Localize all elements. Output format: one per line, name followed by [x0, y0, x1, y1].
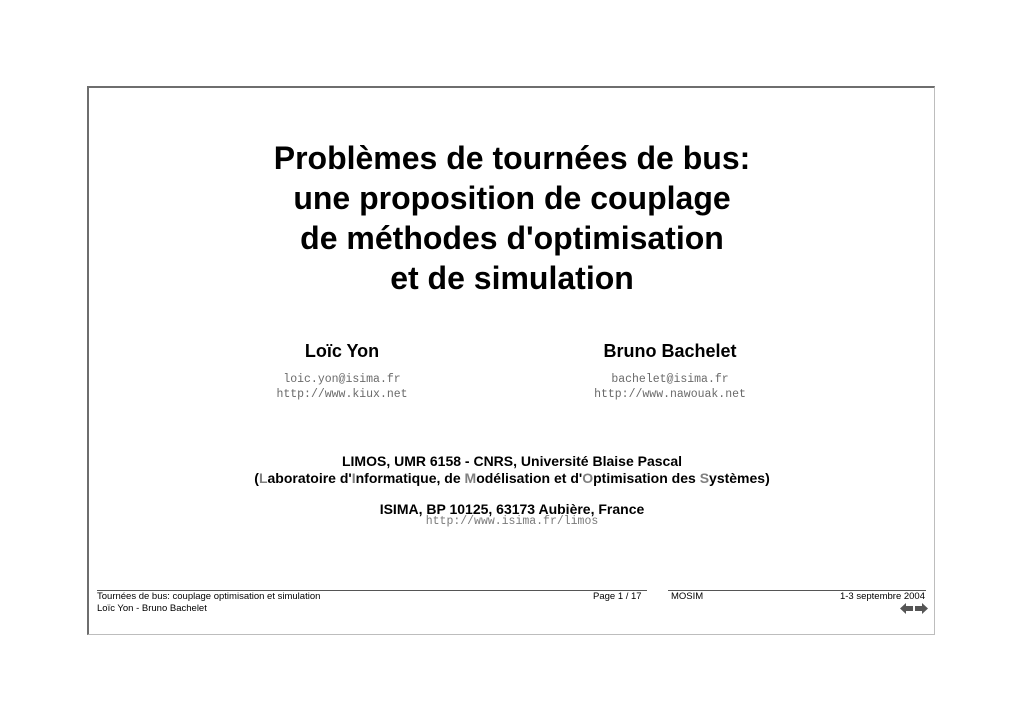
- footer-date: 1-3 septembre 2004: [839, 591, 925, 602]
- footer-page-number: Page 1 / 17: [593, 591, 642, 602]
- arrow-left-icon[interactable]: [900, 601, 913, 619]
- lab-acronym-letter: M: [464, 470, 477, 486]
- title-line-2: une proposition de couplage: [293, 180, 731, 216]
- lab-acronym-letter: I: [351, 470, 356, 486]
- lab-name-text: aboratoire d': [267, 470, 352, 486]
- institution-address: ISIMA, BP 10125, 63173 Aubière, France: [379, 501, 645, 517]
- lab-acronym-letter: O: [582, 470, 594, 486]
- footer-title: Tournées de bus: couplage optimisation et simulation: [97, 591, 321, 602]
- author-email[interactable]: loic.yon@isima.fr: [283, 373, 401, 386]
- lab-name-text: ptimisation des: [593, 470, 700, 486]
- slide-title: [0, 138, 1024, 298]
- arrow-right-icon[interactable]: [915, 601, 928, 619]
- footer-authors: Loïc Yon - Bruno Bachelet: [97, 603, 207, 614]
- lab-name-text: odélisation et d': [476, 470, 583, 486]
- author-block-1: [192, 340, 492, 402]
- title-line-1: Problèmes de tournées de bus:: [273, 140, 751, 176]
- footer-conference: MOSIM: [671, 591, 704, 602]
- lab-name-text: ystèmes): [709, 470, 770, 486]
- lab-full-name: [0, 469, 1024, 487]
- author-email[interactable]: bachelet@isima.fr: [611, 373, 729, 386]
- author-name: Bruno Bachelet: [603, 341, 737, 361]
- author-name: Loïc Yon: [304, 341, 380, 361]
- title-line-4: et de simulation: [390, 260, 634, 296]
- lab-affiliation: LIMOS, UMR 6158 - CNRS, Université Blaise Pascal: [341, 453, 682, 469]
- title-line-3: de méthodes d'optimisation: [300, 220, 724, 256]
- slide-navigation: [900, 601, 928, 619]
- lab-acronym-letter: S: [699, 470, 710, 486]
- author-block-2: [520, 340, 820, 402]
- lab-name-text: nformatique, de: [355, 470, 465, 486]
- institution-url[interactable]: http://www.isima.fr/limos: [425, 515, 599, 528]
- author-url[interactable]: http://www.nawouak.net: [594, 388, 746, 401]
- lab-name-text: (: [254, 470, 259, 486]
- lab-acronym-letter: L: [258, 470, 268, 486]
- author-url[interactable]: http://www.kiux.net: [276, 388, 408, 401]
